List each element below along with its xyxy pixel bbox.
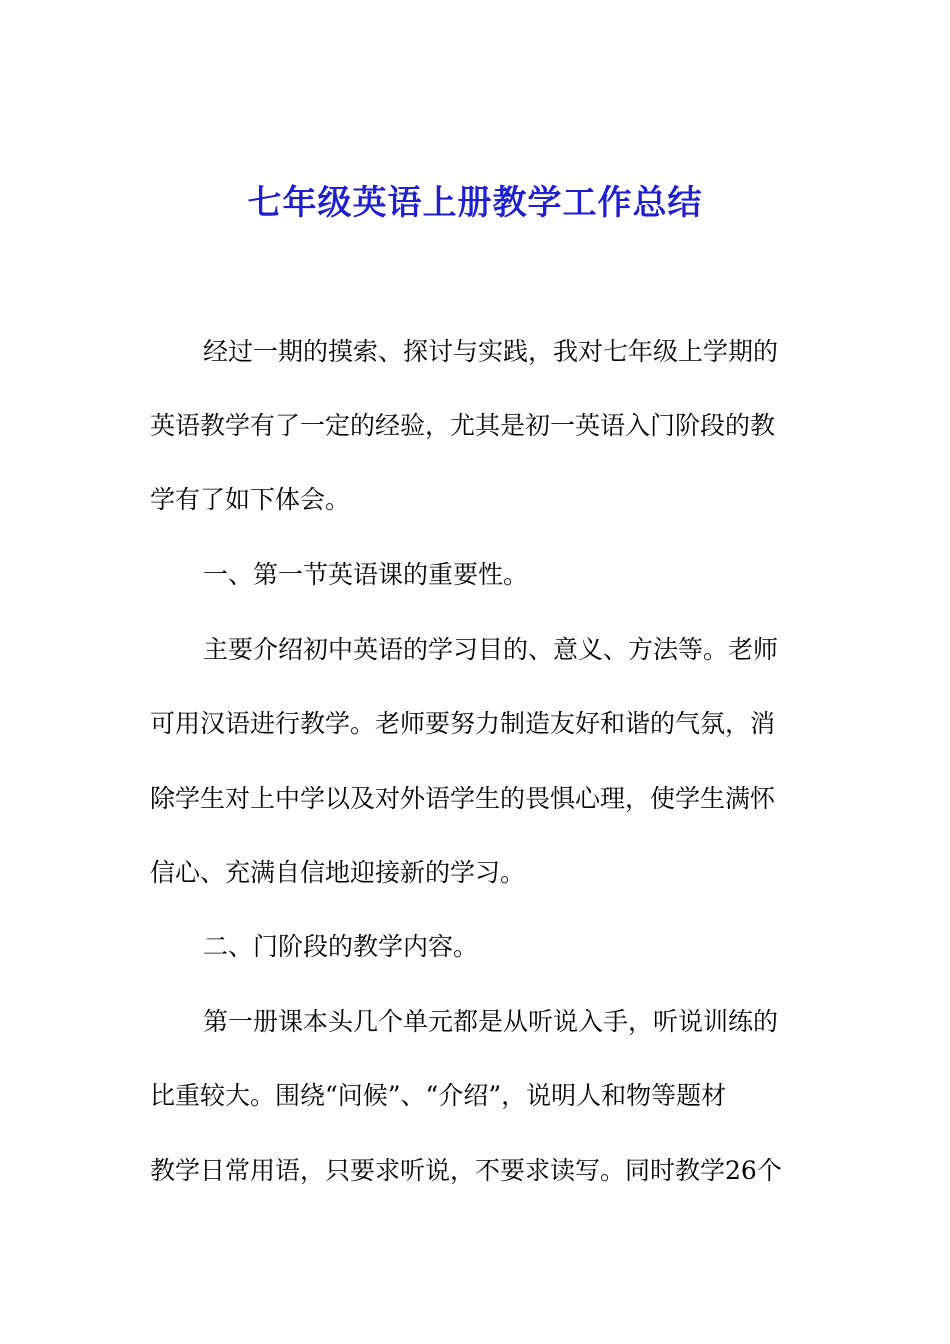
paragraph-line: 比重较大。围绕“问候”、“介绍”，说明人和物等题材 <box>150 1081 727 1110</box>
paragraph-line: 可用汉语进行教学。老师要努力制造友好和谐的气氛，消 <box>150 709 776 738</box>
paragraph-line: 经过一期的摸索、探讨与实践，我对七年级上学期的 <box>203 337 779 366</box>
paragraph-line: 信心、充满自信地迎接新的学习。 <box>150 858 526 887</box>
paragraph-line: 主要介绍初中英语的学习目的、意义、方法等。老师 <box>203 635 779 664</box>
paragraph-line: 英语教学有了一定的经验，尤其是初一英语入门阶段的教 <box>150 411 776 440</box>
paragraph-line: 学有了如下体会。 <box>150 485 351 514</box>
paragraph-line: 教学日常用语，只要求听说，不要求读写。同时教学26个 <box>150 1156 782 1185</box>
section-heading: 二、门阶段的教学内容。 <box>203 932 479 961</box>
paragraph-line: 除学生对上中学以及对外语学生的畏惧心理，使学生满怀 <box>150 784 776 813</box>
paragraph-line: 第一册课本头几个单元都是从听说入手，听说训练的 <box>203 1007 779 1036</box>
document-title: 七年级英语上册教学工作总结 <box>247 183 703 223</box>
section-heading: 一、第一节英语课的重要性。 <box>203 560 529 589</box>
